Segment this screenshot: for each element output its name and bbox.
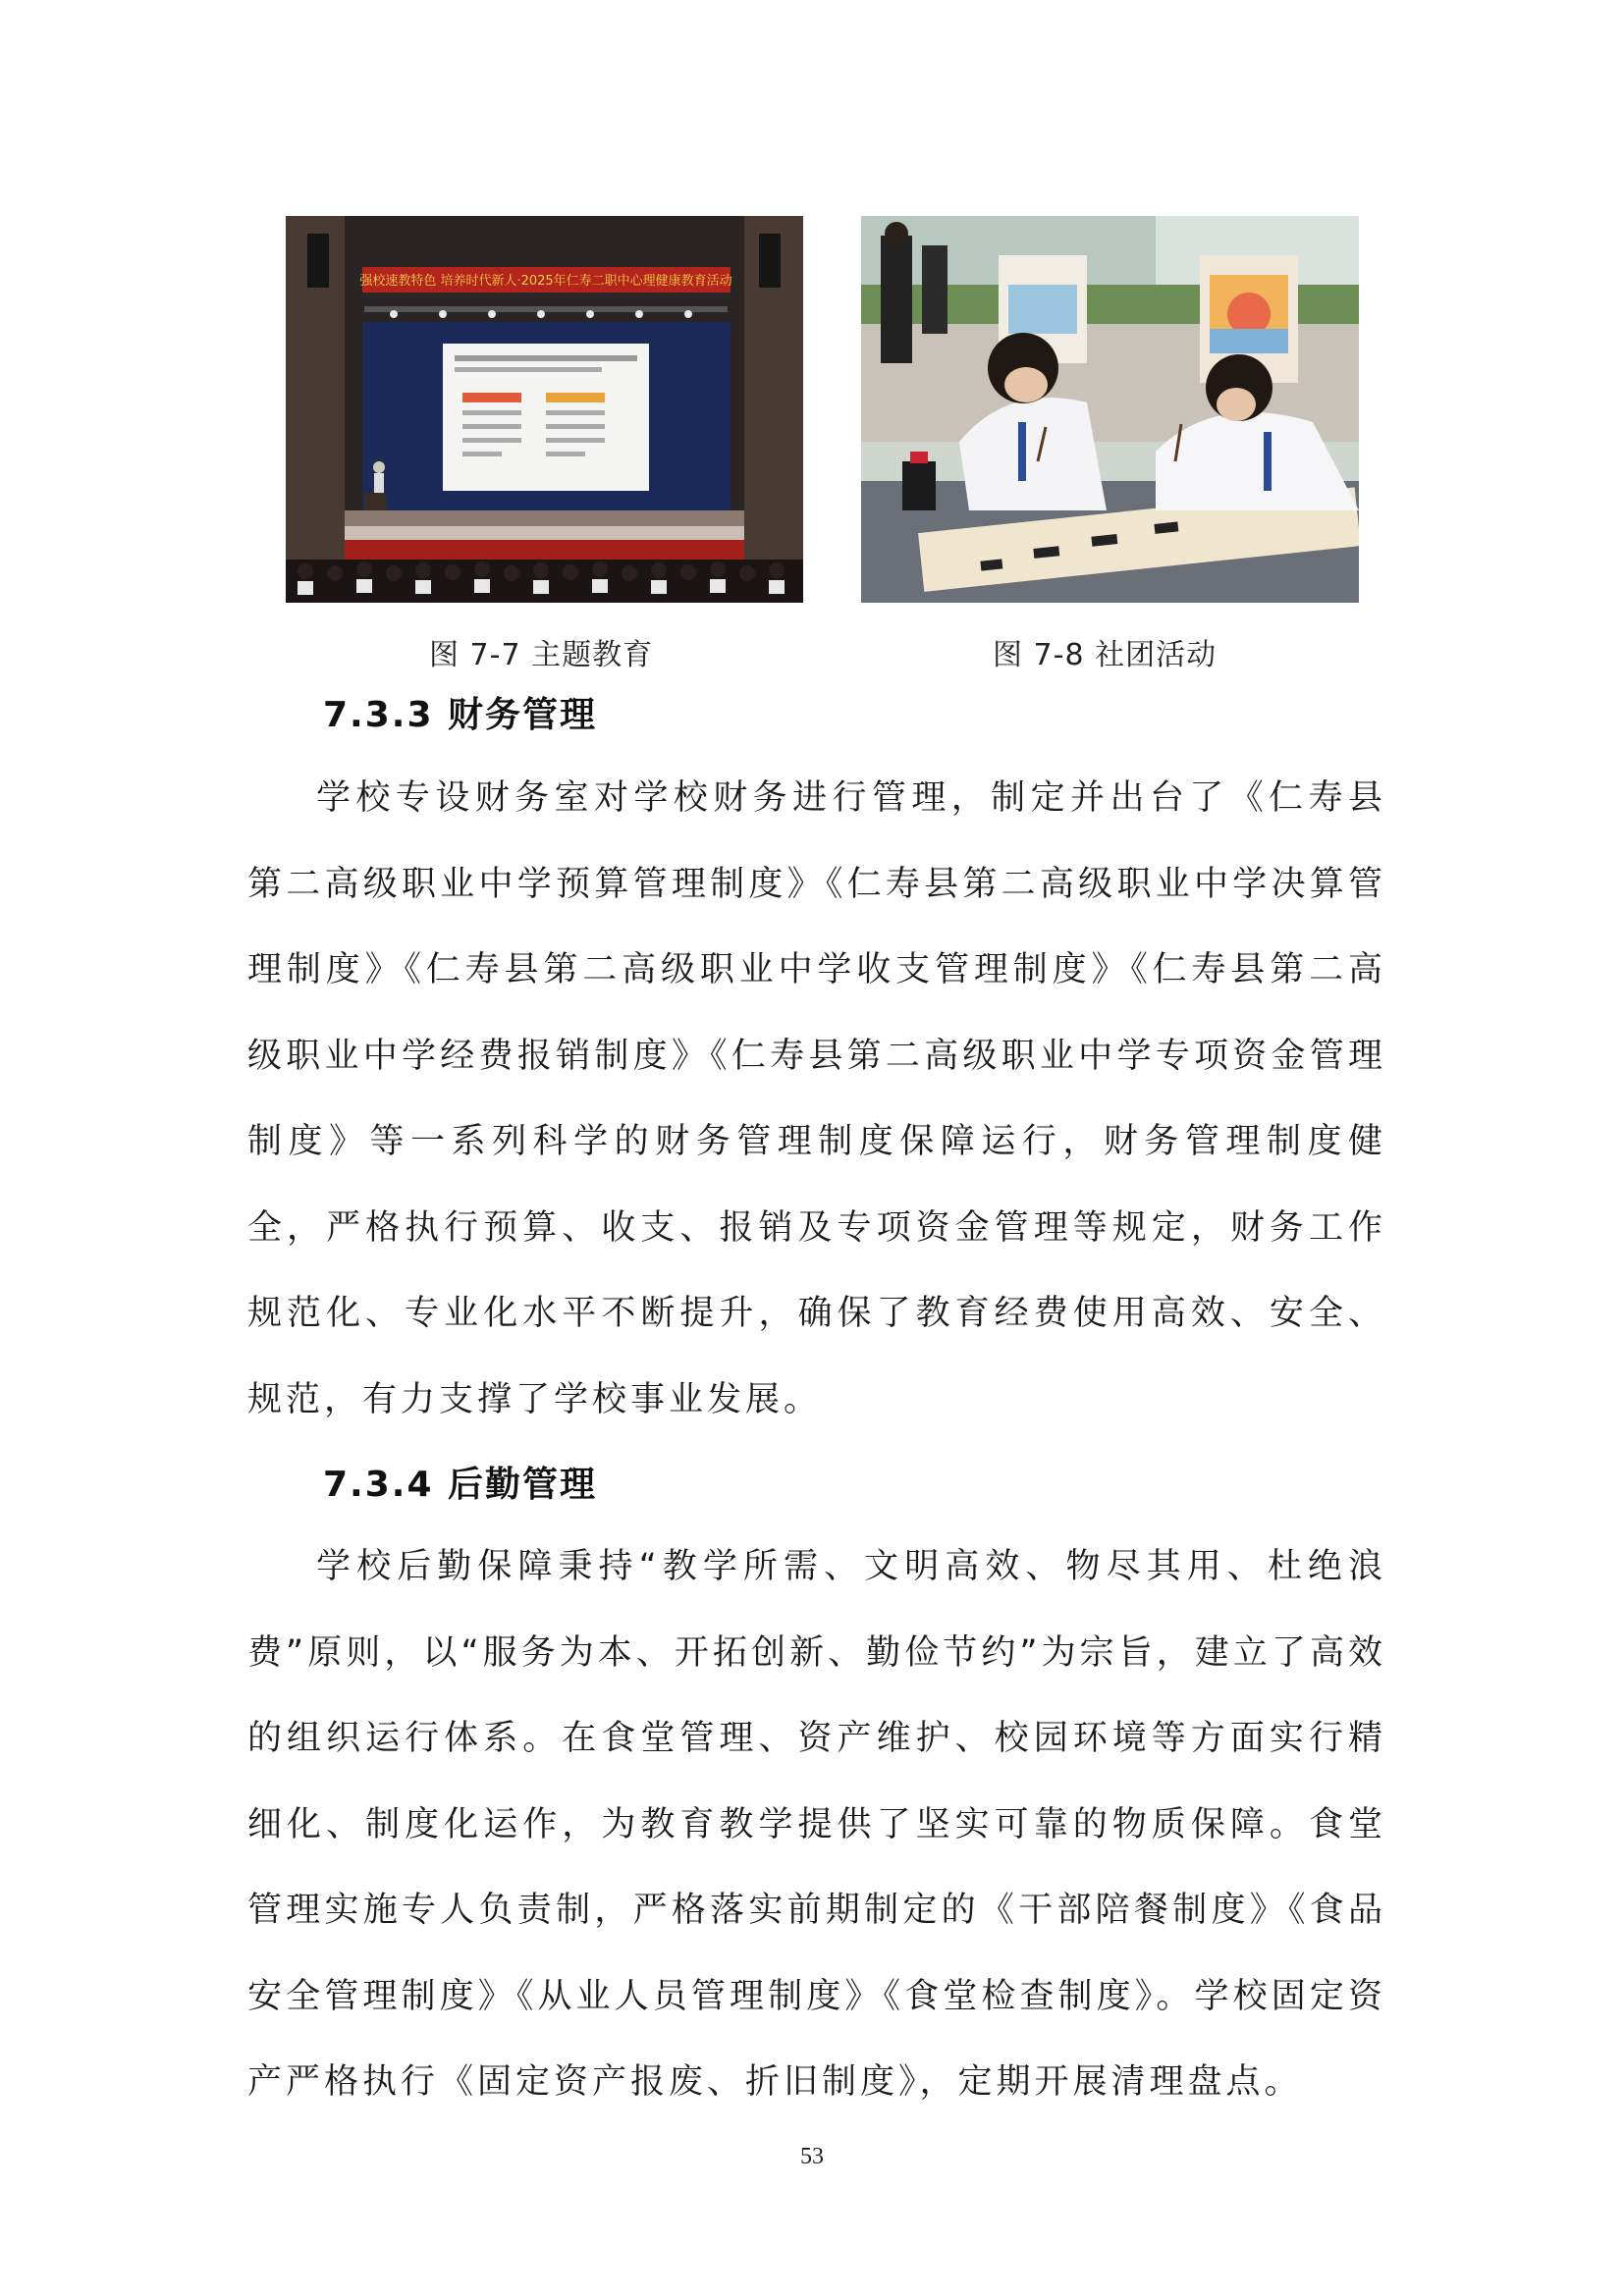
figure-caption-7-8: 图 7-8 社团活动 [993, 638, 1218, 672]
section-heading-logistics: 7.3.4 后勤管理 [323, 1465, 598, 1505]
figure-theme-education [286, 216, 803, 603]
calligraphy-photo [861, 216, 1359, 603]
section-body-finance: 学校专设财务室对学校财务进行管理，制定并出台了《仁寿县第二高级职业中学预算管理制度》《仁寿县第二高级职业中学决算管理制度》《仁寿县第二高级职业中学收支管理制度》《仁寿县第二高级职业中学经费报销制度》《仁寿县第二高级职业中学专项资金管理制度》等一系列科学的财务管理制度保障运行，财务管理制度健全，严格执行预算、收支、报销及专项资金管理等规定，财务工作规范化、专业化水平不断提升，确保了教育经费使用高效、安全、规范，有力支撑了学校事业发展。 [247, 778, 1386, 1419]
banner-text: 强校速教特色 培养时代新人·2025年仁寿二职中心理健康教育活动 [359, 274, 732, 289]
figure-club-activity [861, 216, 1359, 603]
page-number: 53 [800, 2144, 824, 2169]
figure-caption-7-7: 图 7-7 主题教育 [429, 638, 654, 672]
section-body-logistics: 学校后勤保障秉持“教学所需、文明高效、物尽其用、杜绝浪费”原则，以“服务为本、开拓创新、勤俭节约”为宗旨，建立了高效的组织运行体系。在食堂管理、资产维护、校园环境等方面实行精细化、制度化运作，为教育教学提供了坚实可靠的物质保障。食堂管理实施专人负责制，严格落实前期制定的《干部陪餐制度》《食品安全管理制度》《从业人员管理制度》《食堂检查制度》。学校固定资产严格执行《固定资产报废、折旧制度》，定期开展清理盘点。 [247, 1547, 1386, 2102]
section-heading-finance: 7.3.3 财务管理 [323, 695, 598, 735]
auditorium-photo [286, 216, 803, 603]
